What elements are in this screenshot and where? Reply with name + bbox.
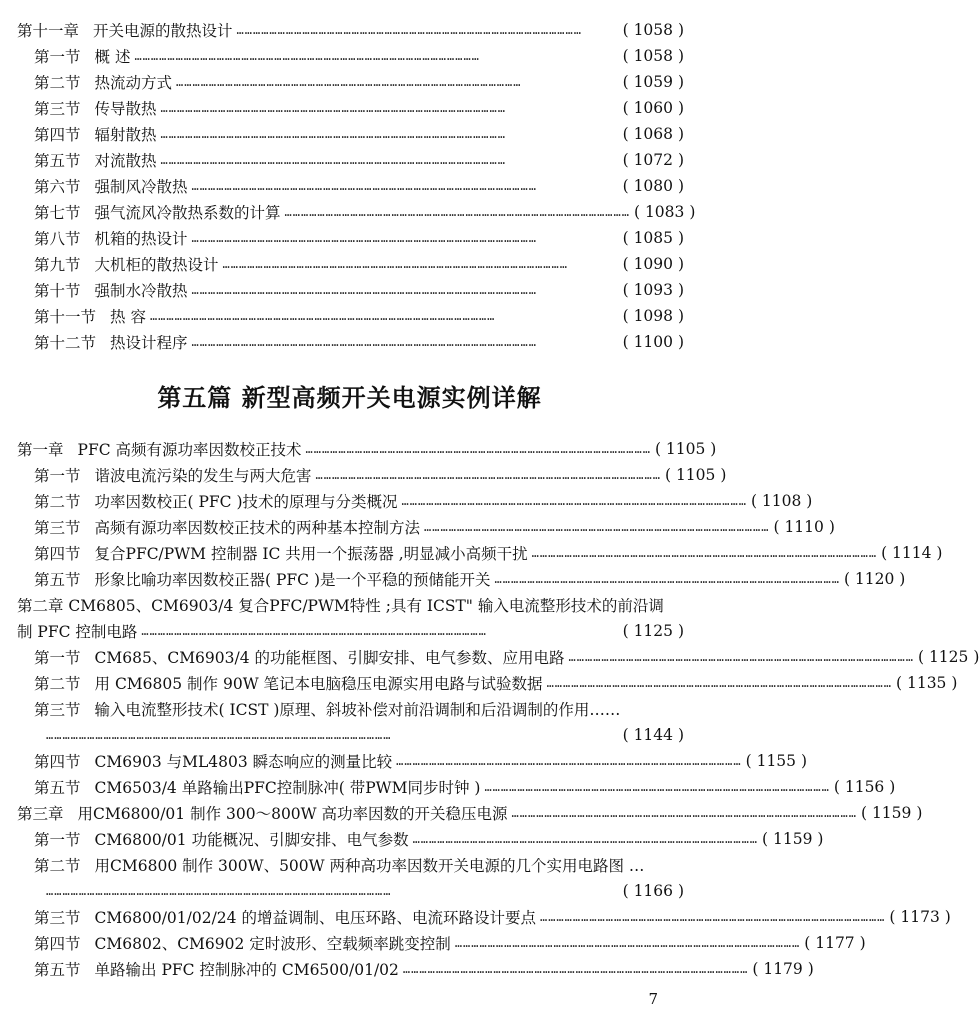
section-title: 功率因数校正( PFC )技术的原理与分类概况	[94, 493, 398, 511]
section-title: 强制水冷散热	[94, 282, 188, 300]
chapter-title-line2: 制 PFC 控制电路	[17, 623, 138, 641]
page-reference: ( 1159 )	[762, 830, 824, 848]
dot-leader: ………………………………………………………………………………………………………………	[546, 676, 892, 690]
toc-section-line	[34, 173, 684, 199]
toc-section-line	[34, 462, 727, 488]
section-title: 强制风冷散热	[94, 178, 188, 196]
toc-section-line	[34, 904, 951, 930]
section-title: CM6800/01/02/24 的增益调制、电压环路、电流环路设计要点	[94, 909, 536, 927]
page-reference: ( 1120 )	[843, 570, 906, 588]
section-title: 热设计程序	[110, 334, 188, 352]
page-reference: ( 1156 )	[833, 778, 896, 796]
section-number: 第六节	[34, 178, 81, 196]
toc-section-line	[34, 930, 866, 956]
dot-leader: ………………………………………………………………………………………………………………	[284, 205, 630, 219]
dot-leader: ………………………………………………………………………………………………………………	[539, 910, 886, 924]
dot-leader: ………………………………………………………………………………………………………………	[412, 832, 759, 846]
section-title: 单路输出 PFC 控制脉冲的 CM6500/01/02	[94, 961, 399, 979]
dot-leader: ………………………………………………………………………………………………………………	[160, 153, 506, 167]
page-reference: ( 1173 )	[889, 908, 951, 926]
dot-leader: ………………………………………………………………………………………………………………	[160, 101, 506, 115]
toc-section-line	[34, 277, 684, 303]
page-number: 7	[648, 990, 658, 1008]
section-title: 谐波电流污染的发生与两大危害	[94, 467, 312, 485]
dot-leader: ………………………………………………………………………………………………………………	[396, 754, 742, 768]
section-number: 第四节	[34, 126, 81, 144]
page-reference: ( 1110 )	[773, 518, 835, 536]
toc-section-line	[34, 95, 684, 121]
page-reference: ( 1060 )	[622, 99, 684, 117]
section-number: 第五节	[34, 152, 81, 170]
section-title: CM6903 与ML4803 瞬态响应的测量比较	[94, 753, 393, 771]
page-reference: ( 1080 )	[622, 177, 684, 195]
toc-section-line	[34, 514, 835, 540]
section-number: 第五节	[34, 961, 81, 979]
toc-continuation-line	[46, 722, 684, 748]
dot-leader: ………………………………………………………………………………………………………………	[568, 650, 914, 664]
section-title: CM6802、CM6902 定时波形、空载频率跳变控制	[94, 935, 451, 953]
section-title: 复合PFC/PWM 控制器 IC 共用一个振荡器 ,明显减小高频干扰	[94, 545, 528, 563]
section-title: 热 容	[110, 308, 146, 326]
section-number: 第十一节	[34, 308, 97, 326]
page-reference: ( 1059 )	[622, 73, 684, 91]
dot-leader: ………………………………………………………………………………………………………………	[176, 75, 522, 89]
page-reference: ( 1125 )	[917, 648, 979, 666]
page-reference: ( 1125 )	[622, 622, 684, 640]
section-number: 第五节	[34, 571, 81, 589]
dot-leader: ………………………………………………………………………………………………………………	[424, 520, 770, 534]
dot-leader: ………………………………………………………………………………………………………………	[134, 49, 480, 63]
section-number: 第二节	[34, 493, 81, 511]
dot-leader: ………………………………………………………………………………………………………………	[191, 335, 537, 349]
chapter-number: 第一章	[17, 441, 64, 459]
dot-leader: ………………………………………………………………………………………………………………	[494, 572, 840, 586]
section-number: 第三节	[34, 909, 81, 927]
toc-section-line	[34, 540, 943, 566]
section-title: 用 CM6805 制作 90W 笔记本电脑稳压电源实用电路与试验数据	[94, 675, 543, 693]
section-number: 第二节	[34, 74, 81, 92]
toc-section-line	[34, 147, 684, 173]
section-number: 第一节	[34, 48, 81, 66]
section-number: 第七节	[34, 204, 81, 222]
page-reference: ( 1166 )	[622, 882, 684, 900]
toc-continuation-line	[46, 878, 684, 904]
page-reference: ( 1083 )	[633, 203, 696, 221]
section-title: 概 述	[94, 48, 131, 66]
dot-leader: ………………………………………………………………………………………………………………	[401, 494, 747, 508]
page-reference: ( 1090 )	[622, 255, 684, 273]
section-number: 第三节	[34, 701, 81, 719]
toc-section-line	[34, 199, 696, 225]
page-reference: ( 1135 )	[896, 674, 958, 692]
toc-section-line	[34, 69, 684, 95]
section-title: 输入电流整形技术( ICST )原理、斜坡补偿对前沿调制和后沿调制的作用……	[94, 701, 621, 719]
dot-leader: ………………………………………………………………………………………………………………	[305, 442, 651, 456]
section-title: CM6800/01 功能概况、引脚安排、电气参数	[94, 831, 409, 849]
toc-section-line	[34, 251, 684, 277]
dot-leader: ………………………………………………………………………………………………………………	[141, 624, 487, 638]
part-title: 第五篇 新型高频开关电源实例详解	[157, 384, 542, 412]
page-reference: ( 1159 )	[860, 804, 923, 822]
section-number: 第一节	[34, 649, 81, 667]
chapter-title: 开关电源的散热设计	[93, 22, 233, 40]
toc-chapter-heading	[17, 800, 923, 826]
dot-leader: ………………………………………………………………………………………………………………	[46, 728, 392, 742]
toc-section-line	[34, 329, 684, 355]
toc-chapter-heading-wrapped	[17, 592, 684, 618]
section-number: 第四节	[34, 545, 81, 563]
chapter-number: 第十一章	[17, 22, 80, 40]
page-reference: ( 1058 )	[622, 21, 684, 39]
section-title: 辐射散热	[94, 126, 157, 144]
toc-section-line	[34, 670, 958, 696]
page-reference: ( 1085 )	[622, 229, 684, 247]
page-reference: ( 1177 )	[804, 934, 866, 952]
dot-leader: ………………………………………………………………………………………………………………	[149, 309, 496, 323]
section-title: 机箱的热设计	[94, 230, 188, 248]
toc-section-line	[34, 43, 684, 69]
page-reference: ( 1098 )	[622, 307, 684, 325]
section-title: 形象比喻功率因数校正器( PFC )是一个平稳的预储能开关	[94, 571, 491, 589]
toc-section-line	[34, 826, 824, 852]
dot-leader: ………………………………………………………………………………………………………………	[454, 936, 801, 950]
chapter-title: 用CM6800/01 制作 300～800W 高功率因数的开关稳压电源	[77, 805, 508, 823]
dot-leader: ………………………………………………………………………………………………………………	[160, 127, 506, 141]
section-number: 第五节	[34, 779, 81, 797]
section-title: 高频有源功率因数校正技术的两种基本控制方法	[94, 519, 421, 537]
dot-leader: ………………………………………………………………………………………………………………	[484, 780, 830, 794]
section-title: 大机柜的散热设计	[94, 256, 219, 274]
section-number: 第九节	[34, 256, 81, 274]
toc-section-line	[34, 303, 684, 329]
section-number: 第一节	[34, 467, 81, 485]
toc-section-line	[34, 488, 813, 514]
section-number: 第二节	[34, 857, 81, 875]
dot-leader: ………………………………………………………………………………………………………………	[315, 468, 661, 482]
toc-section-line	[34, 225, 684, 251]
dot-leader: ………………………………………………………………………………………………………………	[222, 257, 568, 271]
toc-chapter-heading-continuation	[17, 618, 684, 644]
page-reference: ( 1072 )	[622, 151, 684, 169]
toc-section-line	[34, 956, 814, 982]
dot-leader: ………………………………………………………………………………………………………………	[191, 179, 537, 193]
section-title: 传导散热	[94, 100, 157, 118]
dot-leader: ………………………………………………………………………………………………………………	[191, 283, 537, 297]
page-reference: ( 1179 )	[752, 960, 814, 978]
page-reference: ( 1100 )	[622, 333, 684, 351]
page-reference: ( 1108 )	[750, 492, 813, 510]
section-number: 第一节	[34, 831, 81, 849]
section-number: 第二节	[34, 675, 81, 693]
chapter-number: 第三章	[17, 805, 64, 823]
section-title: 热流动方式	[94, 74, 173, 92]
dot-leader: ………………………………………………………………………………………………………………	[531, 546, 878, 560]
page-reference: ( 1105 )	[664, 466, 727, 484]
chapter-title: PFC 高频有源功率因数校正技术	[77, 441, 302, 459]
section-number: 第八节	[34, 230, 81, 248]
toc-section-line	[34, 696, 684, 722]
section-title: CM6503/4 单路输出PFC控制脉冲( 带PWM同步时钟 )	[94, 779, 481, 797]
toc-chapter-heading	[17, 17, 684, 43]
toc-section-line	[34, 121, 684, 147]
dot-leader: ………………………………………………………………………………………………………………	[511, 806, 857, 820]
page-reference: ( 1144 )	[622, 726, 684, 744]
section-title: CM685、CM6903/4 的功能框图、引脚安排、电气参数、应用电路	[94, 649, 565, 667]
section-number: 第十节	[34, 282, 81, 300]
page-reference: ( 1058 )	[622, 47, 684, 65]
page-reference: ( 1105 )	[654, 440, 717, 458]
section-number: 第四节	[34, 935, 81, 953]
toc-section-line	[34, 566, 906, 592]
toc-section-line	[34, 644, 979, 670]
section-number: 第三节	[34, 519, 81, 537]
dot-leader: ………………………………………………………………………………………………………………	[236, 23, 582, 37]
toc-section-line	[34, 852, 684, 878]
page-reference: ( 1155 )	[745, 752, 808, 770]
dot-leader: ………………………………………………………………………………………………………………	[191, 231, 537, 245]
toc-section-line	[34, 748, 808, 774]
section-number: 第十二节	[34, 334, 97, 352]
page-reference: ( 1114 )	[881, 544, 943, 562]
section-title: 对流散热	[94, 152, 157, 170]
page-reference: ( 1068 )	[622, 125, 684, 143]
section-title: 强气流风冷散热系数的计算	[94, 204, 281, 222]
section-number: 第四节	[34, 753, 81, 771]
page-reference: ( 1093 )	[622, 281, 684, 299]
chapter-title-line1: 第二章 CM6805、CM6903/4 复合PFC/PWM特性 ;具有 ICST" 输入电流整形技术的前沿调	[17, 597, 664, 615]
toc-section-line	[34, 774, 896, 800]
section-title: 用CM6800 制作 300W、500W 两种高功率因数开关电源的几个实用电路图 …	[94, 857, 645, 875]
section-number: 第三节	[34, 100, 81, 118]
dot-leader: ………………………………………………………………………………………………………………	[46, 884, 392, 898]
dot-leader: ………………………………………………………………………………………………………………	[402, 962, 749, 976]
toc-chapter-heading	[17, 436, 717, 462]
